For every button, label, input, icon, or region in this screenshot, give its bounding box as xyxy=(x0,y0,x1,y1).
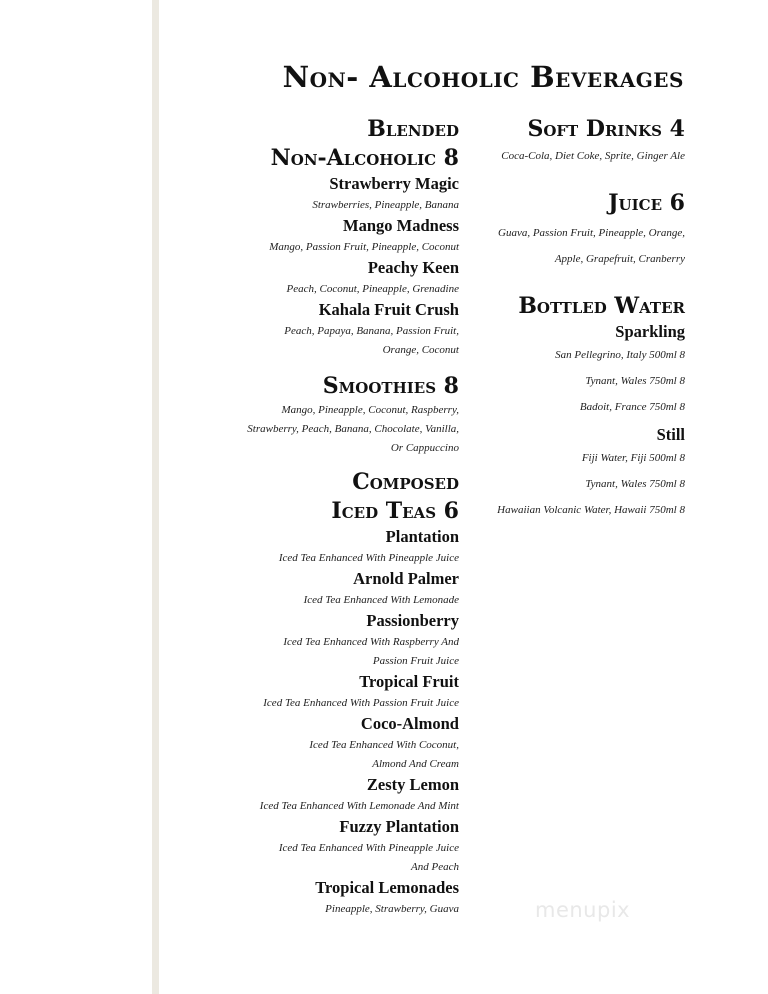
item-desc: Peach, Papaya, Banana, Passion Fruit, xyxy=(284,325,459,337)
item-name: Sparkling xyxy=(615,322,685,341)
item-name: Zesty Lemon xyxy=(366,775,459,794)
item-desc: San Pellegrino, Italy 500ml 8 xyxy=(555,349,685,361)
item-desc: Iced Tea Enhanced With Coconut, xyxy=(309,739,459,751)
item-desc: Almond And Cream xyxy=(372,758,459,770)
right-column xyxy=(455,115,685,523)
item-desc: Mango, Pineapple, Coconut, Raspberry, xyxy=(281,404,459,416)
item-name: Plantation xyxy=(385,527,459,546)
item-name: Tropical Lemonades xyxy=(315,878,459,897)
section-soft-drinks xyxy=(455,115,685,166)
item-name: Arnold Palmer xyxy=(353,569,459,588)
item-desc: Iced Tea Enhanced With Passion Fruit Juice xyxy=(263,697,459,709)
item-desc: Apple, Grapefruit, Cranberry xyxy=(554,253,685,265)
section-bottled-water xyxy=(455,292,685,523)
item-desc: Peach, Coconut, Pineapple, Grenadine xyxy=(286,283,459,295)
item-desc: Strawberry, Peach, Banana, Chocolate, Vanilla, xyxy=(247,423,459,435)
item-desc: Tynant, Wales 750ml 8 xyxy=(585,478,685,490)
section-title: Soft Drinks 4 xyxy=(527,116,685,142)
left-column xyxy=(169,115,459,919)
section-blended xyxy=(169,115,459,360)
item-name: Coco-Almond xyxy=(360,714,459,733)
item-desc: And Peach xyxy=(411,861,459,873)
section-title: Bottled Water xyxy=(518,293,685,319)
item-desc: Hawaiian Volcanic Water, Hawaii 750ml 8 xyxy=(497,504,685,516)
item-desc: Iced Tea Enhanced With Lemonade xyxy=(303,594,459,606)
item-name: Strawberry Magic xyxy=(329,174,459,193)
item-desc: Or Cappuccino xyxy=(390,442,459,454)
item-desc: Pineapple, Strawberry, Guava xyxy=(325,903,459,915)
menu-title: Non- Alcoholic Beverages xyxy=(282,60,684,94)
item-name: Passionberry xyxy=(366,611,459,630)
section-title: Composed xyxy=(352,469,459,495)
item-desc: Iced Tea Enhanced With Raspberry And xyxy=(283,636,459,648)
item-desc: Iced Tea Enhanced With Pineapple Juice xyxy=(278,842,459,854)
section-title: Juice 6 xyxy=(608,190,685,216)
item-desc: Passion Fruit Juice xyxy=(372,655,459,667)
section-smoothies xyxy=(169,372,459,458)
item-desc: Iced Tea Enhanced With Lemonade And Mint xyxy=(259,800,459,812)
section-title: Non-Alcoholic 8 xyxy=(270,145,459,171)
item-desc: Guava, Passion Fruit, Pineapple, Orange, xyxy=(498,227,685,239)
section-juice xyxy=(455,189,685,272)
item-desc: Iced Tea Enhanced With Pineapple Juice xyxy=(278,552,459,564)
item-name: Fuzzy Plantation xyxy=(339,817,459,836)
item-desc: Orange, Coconut xyxy=(382,344,459,356)
item-name: Peachy Keen xyxy=(367,258,459,277)
item-name: Mango Madness xyxy=(343,216,459,235)
item-name: Kahala Fruit Crush xyxy=(318,300,459,319)
item-name: Tropical Fruit xyxy=(359,672,459,691)
page-border xyxy=(152,0,159,994)
item-desc: Badoit, France 750ml 8 xyxy=(579,401,685,413)
item-name: Still xyxy=(656,425,685,444)
item-desc: Mango, Passion Fruit, Pineapple, Coconut xyxy=(269,241,459,253)
item-desc: Tynant, Wales 750ml 8 xyxy=(585,375,685,387)
section-title: Smoothies 8 xyxy=(322,373,459,399)
section-title: Iced Teas 6 xyxy=(331,498,459,524)
watermark: menupix xyxy=(535,898,631,922)
section-iced-teas xyxy=(169,468,459,919)
section-title: Blended xyxy=(367,116,459,142)
item-desc: Coca-Cola, Diet Coke, Sprite, Ginger Ale xyxy=(501,150,685,162)
item-desc: Strawberries, Pineapple, Banana xyxy=(312,199,459,211)
item-desc: Fiji Water, Fiji 500ml 8 xyxy=(581,452,685,464)
